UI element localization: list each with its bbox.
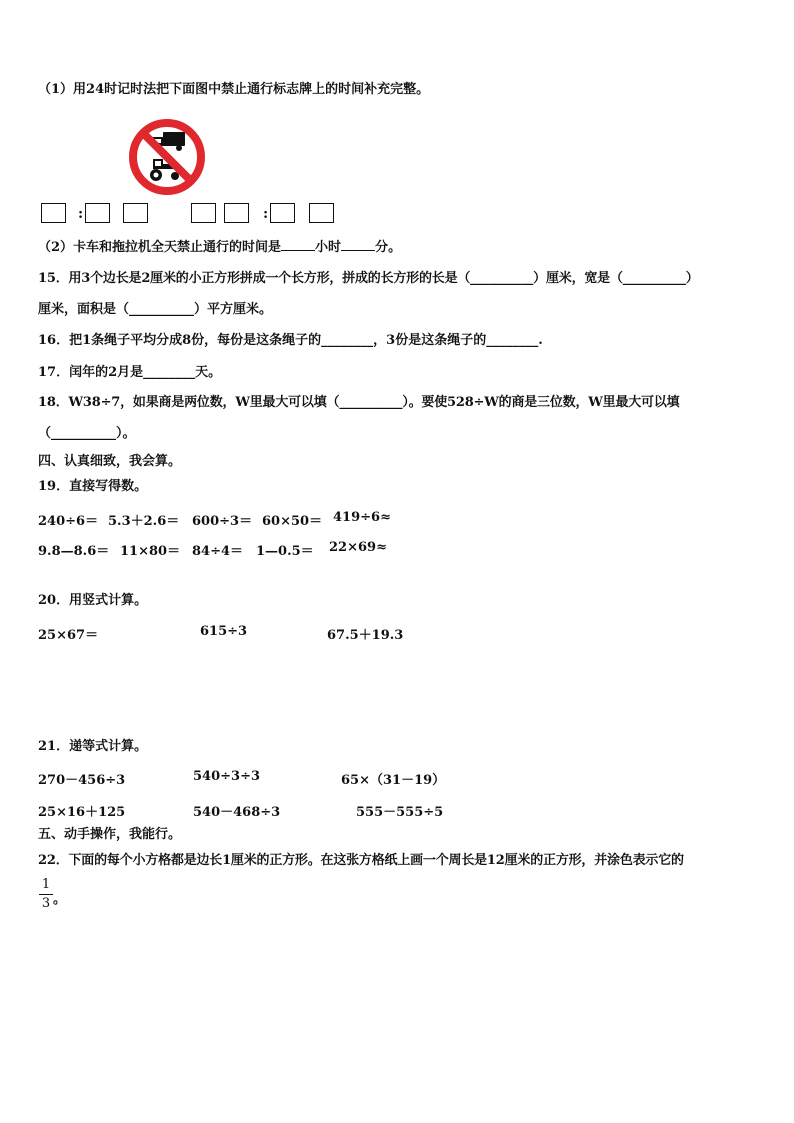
q19-item: 600÷3＝ bbox=[192, 514, 253, 529]
time-box-3[interactable] bbox=[123, 203, 148, 223]
section-4-heading: 四、认真细致，我会算。 bbox=[38, 454, 182, 469]
fraction-numerator: 1 bbox=[41, 877, 51, 892]
q19-item: 84÷4＝ bbox=[192, 544, 244, 559]
hours-blank[interactable] bbox=[281, 238, 315, 251]
no-trucks-and-tractors-sign-icon bbox=[127, 117, 207, 197]
q16-text: 16．把1条绳子平均分成8份，每份是这条绳子的________，3份是这条绳子的________. bbox=[38, 333, 543, 348]
q21-item: 555－555÷5 bbox=[356, 805, 444, 820]
q20-title: 20．用竖式计算。 bbox=[38, 593, 148, 608]
q14-part2 bbox=[38, 238, 401, 257]
q19-item: 60×50＝ bbox=[262, 514, 323, 529]
q19-item: 9.8—8.6＝ bbox=[38, 544, 110, 559]
section-5-heading: 五、动手操作，我能行。 bbox=[38, 827, 182, 842]
q20-item: 25×67＝ bbox=[38, 628, 99, 643]
q19-item: 5.3＋2.6＝ bbox=[108, 514, 180, 529]
time-box-4[interactable] bbox=[191, 203, 216, 223]
time-colon-2: : bbox=[263, 206, 269, 222]
q19-item: 240÷6＝ bbox=[38, 514, 99, 529]
q14-part2-prefix: （2）卡车和拖拉机全天禁止通行的时间是 bbox=[38, 240, 282, 255]
q14-part2-min: 分。 bbox=[375, 240, 402, 255]
q21-item: 25×16＋125 bbox=[38, 805, 126, 820]
q21-item: 270－456÷3 bbox=[38, 773, 126, 788]
time-box-2[interactable] bbox=[85, 203, 110, 223]
q20-item: 615÷3 bbox=[200, 624, 248, 639]
q19-item: 1—0.5＝ bbox=[256, 544, 314, 559]
fraction-bar bbox=[39, 894, 53, 895]
q21-item: 540÷3÷3 bbox=[193, 769, 261, 784]
time-box-5[interactable] bbox=[224, 203, 249, 223]
q22-text: 22．下面的每个小方格都是边长1厘米的正方形。在这张方格纸上画一个周长是12厘米的正方形，并涂色表示它的 bbox=[38, 853, 684, 868]
time-box-7[interactable] bbox=[309, 203, 334, 223]
q14-part2-hours: 小时 bbox=[315, 240, 342, 255]
q21-title: 21．递等式计算。 bbox=[38, 739, 148, 754]
q20-item: 67.5＋19.3 bbox=[327, 628, 404, 643]
q14-part1: （1）用24时记时法把下面图中禁止通行标志牌上的时间补充完整。 bbox=[38, 82, 430, 97]
q19-item: 22×69≈ bbox=[329, 540, 387, 555]
time-box-6[interactable] bbox=[270, 203, 295, 223]
q22-fraction bbox=[39, 877, 53, 912]
q19-item: 419÷6≈ bbox=[333, 510, 391, 525]
time-colon-1: : bbox=[78, 206, 84, 222]
q19-title: 19．直接写得数。 bbox=[38, 479, 148, 494]
q15-line2: 厘米，面积是（__________）平方厘米。 bbox=[38, 302, 273, 317]
q15-line1: 15．用3个边长是2厘米的小正方形拼成一个长方形，拼成的长方形的长是（__________）厘米，宽是（__________） bbox=[38, 271, 699, 286]
minutes-blank[interactable] bbox=[341, 238, 375, 251]
q21-item: 540－468÷3 bbox=[193, 805, 281, 820]
q18-line1: 18．W38÷7，如果商是两位数，W里最大可以填（__________）。要使528÷W的商是三位数，W里最大可以填 bbox=[38, 395, 680, 410]
q22-end: 。 bbox=[53, 892, 67, 907]
time-box-1[interactable] bbox=[41, 203, 66, 223]
q19-item: 11×80＝ bbox=[120, 544, 181, 559]
fraction-denominator: 3 bbox=[41, 896, 51, 911]
q18-line2: （__________）。 bbox=[38, 426, 136, 441]
q17-text: 17．闰年的2月是________天。 bbox=[38, 365, 222, 380]
q21-item: 65×（31－19） bbox=[341, 773, 446, 788]
